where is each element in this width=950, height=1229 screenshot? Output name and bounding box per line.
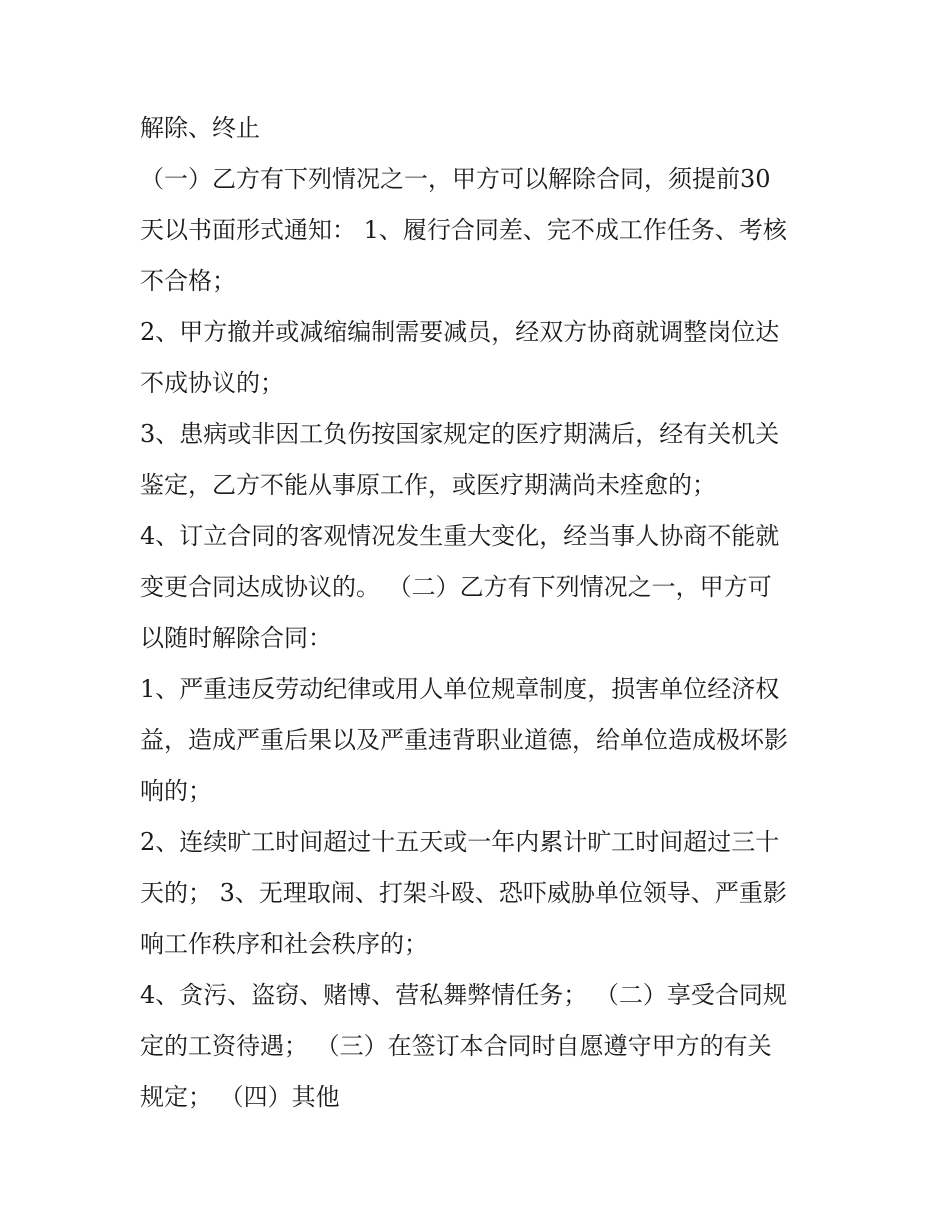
text-line-18: 4、贪污、盗窃、赌博、营私舞弊情任务； （二）享受合同规 bbox=[140, 981, 787, 1009]
text-line-19: 定的工资待遇； （三）在签订本合同时自愿遵守甲方的有关 bbox=[140, 1032, 772, 1060]
text-line-9: 4、订立合同的客观情况发生重大变化，经当事人协商不能就 bbox=[140, 522, 780, 550]
text-line-3: 天以书面形式通知： 1、履行合同差、完不成工作任务、考核 bbox=[140, 216, 787, 244]
text-line-20: 规定； （四）其他 bbox=[140, 1083, 340, 1111]
text-line-11: 以随时解除合同： bbox=[140, 624, 332, 652]
text-line-4: 不合格； bbox=[140, 267, 236, 295]
text-line-7: 3、患病或非因工负伤按国家规定的医疗期满后，经有关机关 bbox=[140, 420, 780, 448]
text-line-15: 2、连续旷工时间超过十五天或一年内累计旷工时间超过三十 bbox=[140, 828, 780, 856]
text-line-6: 不成协议的； bbox=[140, 369, 284, 397]
text-line-12: 1、严重违反劳动纪律或用人单位规章制度，损害单位经济权 bbox=[140, 675, 780, 703]
text-line-10: 变更合同达成协议的。 （二）乙方有下列情况之一，甲方可 bbox=[140, 573, 772, 601]
text-line-5: 2、甲方撤并或减缩编制需要减员，经双方协商就调整岗位达 bbox=[140, 318, 780, 346]
text-line-14: 响的； bbox=[140, 777, 212, 805]
text-line-16: 天的； 3、无理取闹、打架斗殴、恐吓威胁单位领导、严重影 bbox=[140, 879, 787, 907]
text-line-17: 响工作秩序和社会秩序的； bbox=[140, 930, 428, 958]
text-line-1: 解除、终止 bbox=[140, 114, 260, 142]
document-body bbox=[140, 103, 820, 1123]
text-line-8: 鉴定，乙方不能从事原工作，或医疗期满尚未痊愈的； bbox=[140, 471, 716, 499]
text-line-13: 益，造成严重后果以及严重违背职业道德，给单位造成极坏影 bbox=[140, 726, 788, 754]
text-line-2: （一）乙方有下列情况之一，甲方可以解除合同，须提前30 bbox=[140, 165, 771, 193]
